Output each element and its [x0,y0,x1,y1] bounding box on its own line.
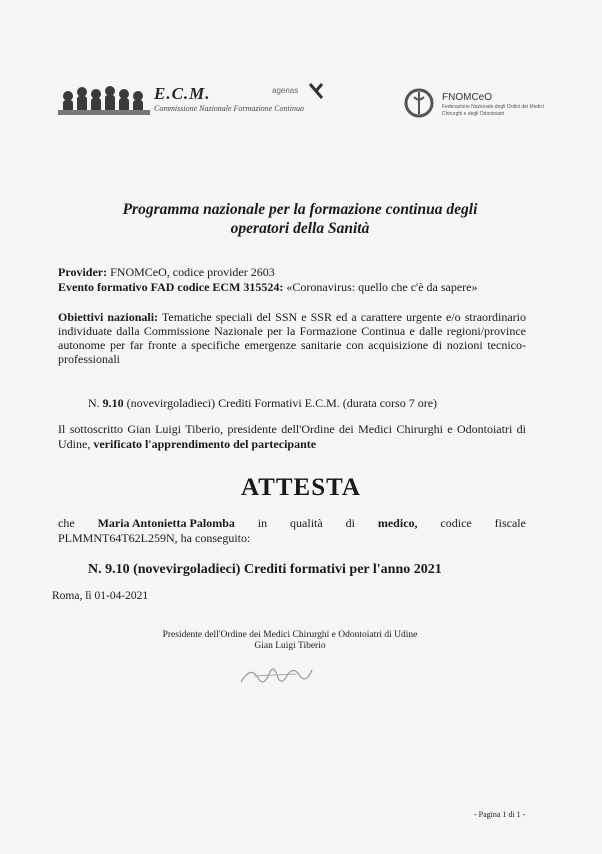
word-qualita: qualità [290,516,323,530]
fnomceo-subtitle: Federazione Nazionale degli Ordini dei Medici Chirurghi e degli Odontoiatri [442,104,544,117]
title-line-1: Programma nazionale per la formazione continua degli [122,201,478,218]
word-che: che [58,516,75,530]
page-number: - Pagina 1 di 1 - [474,810,526,819]
word-in: in [257,516,268,530]
objectives-label: Obiettivi nazionali: [58,310,159,324]
word-di: di [345,516,355,530]
word-fiscale: fiscale [494,516,526,530]
signatory-name: Gian Luigi Tiberio [254,641,326,651]
signatory-block [100,630,480,652]
declaration-text: Il sottoscritto Gian Luigi Tiberio, presidente dell'Ordine dei Medici Chirurghi e Odontoiatri di Udine, [58,422,526,451]
award-line: N. 9.10 (novevirgoladieci) Crediti formativi per l'anno 2021 [88,562,442,577]
handwritten-signature [236,660,316,695]
participant-name: Maria Antonietta Palomba [97,516,235,530]
word-codice: codice [440,516,472,530]
fnomceo-title: FNOMCeO [442,92,492,103]
objectives-paragraph [58,310,526,366]
provider-line [58,265,526,279]
event-value: «Coronavirus: quello che c'è da sapere» [283,280,478,294]
date-line: Roma, lì 01-04-2021 [52,590,149,602]
provider-value: FNOMCeO, codice provider 2603 [107,265,275,279]
credits-line [88,396,437,411]
credits-number: 9.10 [102,396,124,410]
attesta-heading: ATTESTA [240,474,361,501]
event-line [58,280,526,294]
agenas-logo-icon [308,82,324,105]
fiscal-code-line: PLMMNT64T62L259N, ha conseguito: [58,531,251,545]
agenas-logo-text: agenas [272,86,299,95]
fnomceo-logo-icon [402,88,436,123]
declaration-paragraph [58,422,526,452]
ecm-logo [58,82,150,116]
ecm-subtitle: Commissione Nazionale Formazione Continua [154,104,305,113]
event-label: Evento formativo FAD codice ECM 315524: [58,280,284,294]
provider-label: Provider: [58,265,108,279]
credits-prefix: N. [88,396,103,410]
ecm-title: E.C.M. [154,84,211,103]
declaration-bold: verificato l'apprendimento del partecipante [93,437,317,451]
signatory-title: Presidente dell'Ordine dei Medici Chirurghi e Odontoiatri di Udine [162,630,418,640]
certificate-paragraph [58,516,526,546]
participant-role: medico, [377,516,418,530]
credits-text: (novevirgoladieci) Crediti Formativi E.C.M. (durata corso 7 ore) [123,396,438,410]
title-line-2: operatori della Sanità [230,220,370,237]
document-title [70,200,530,238]
objectives-value: Tematiche speciali del SSN e SSR ed a carattere urgente e/o straordinario individuate dalla Commissione Nazionale per la Formazione Continua e dalle regioni/province autonome per far fronte a specifiche emergenze sanitarie con acquisizione di nozioni tecnico-professionali [58,310,527,366]
